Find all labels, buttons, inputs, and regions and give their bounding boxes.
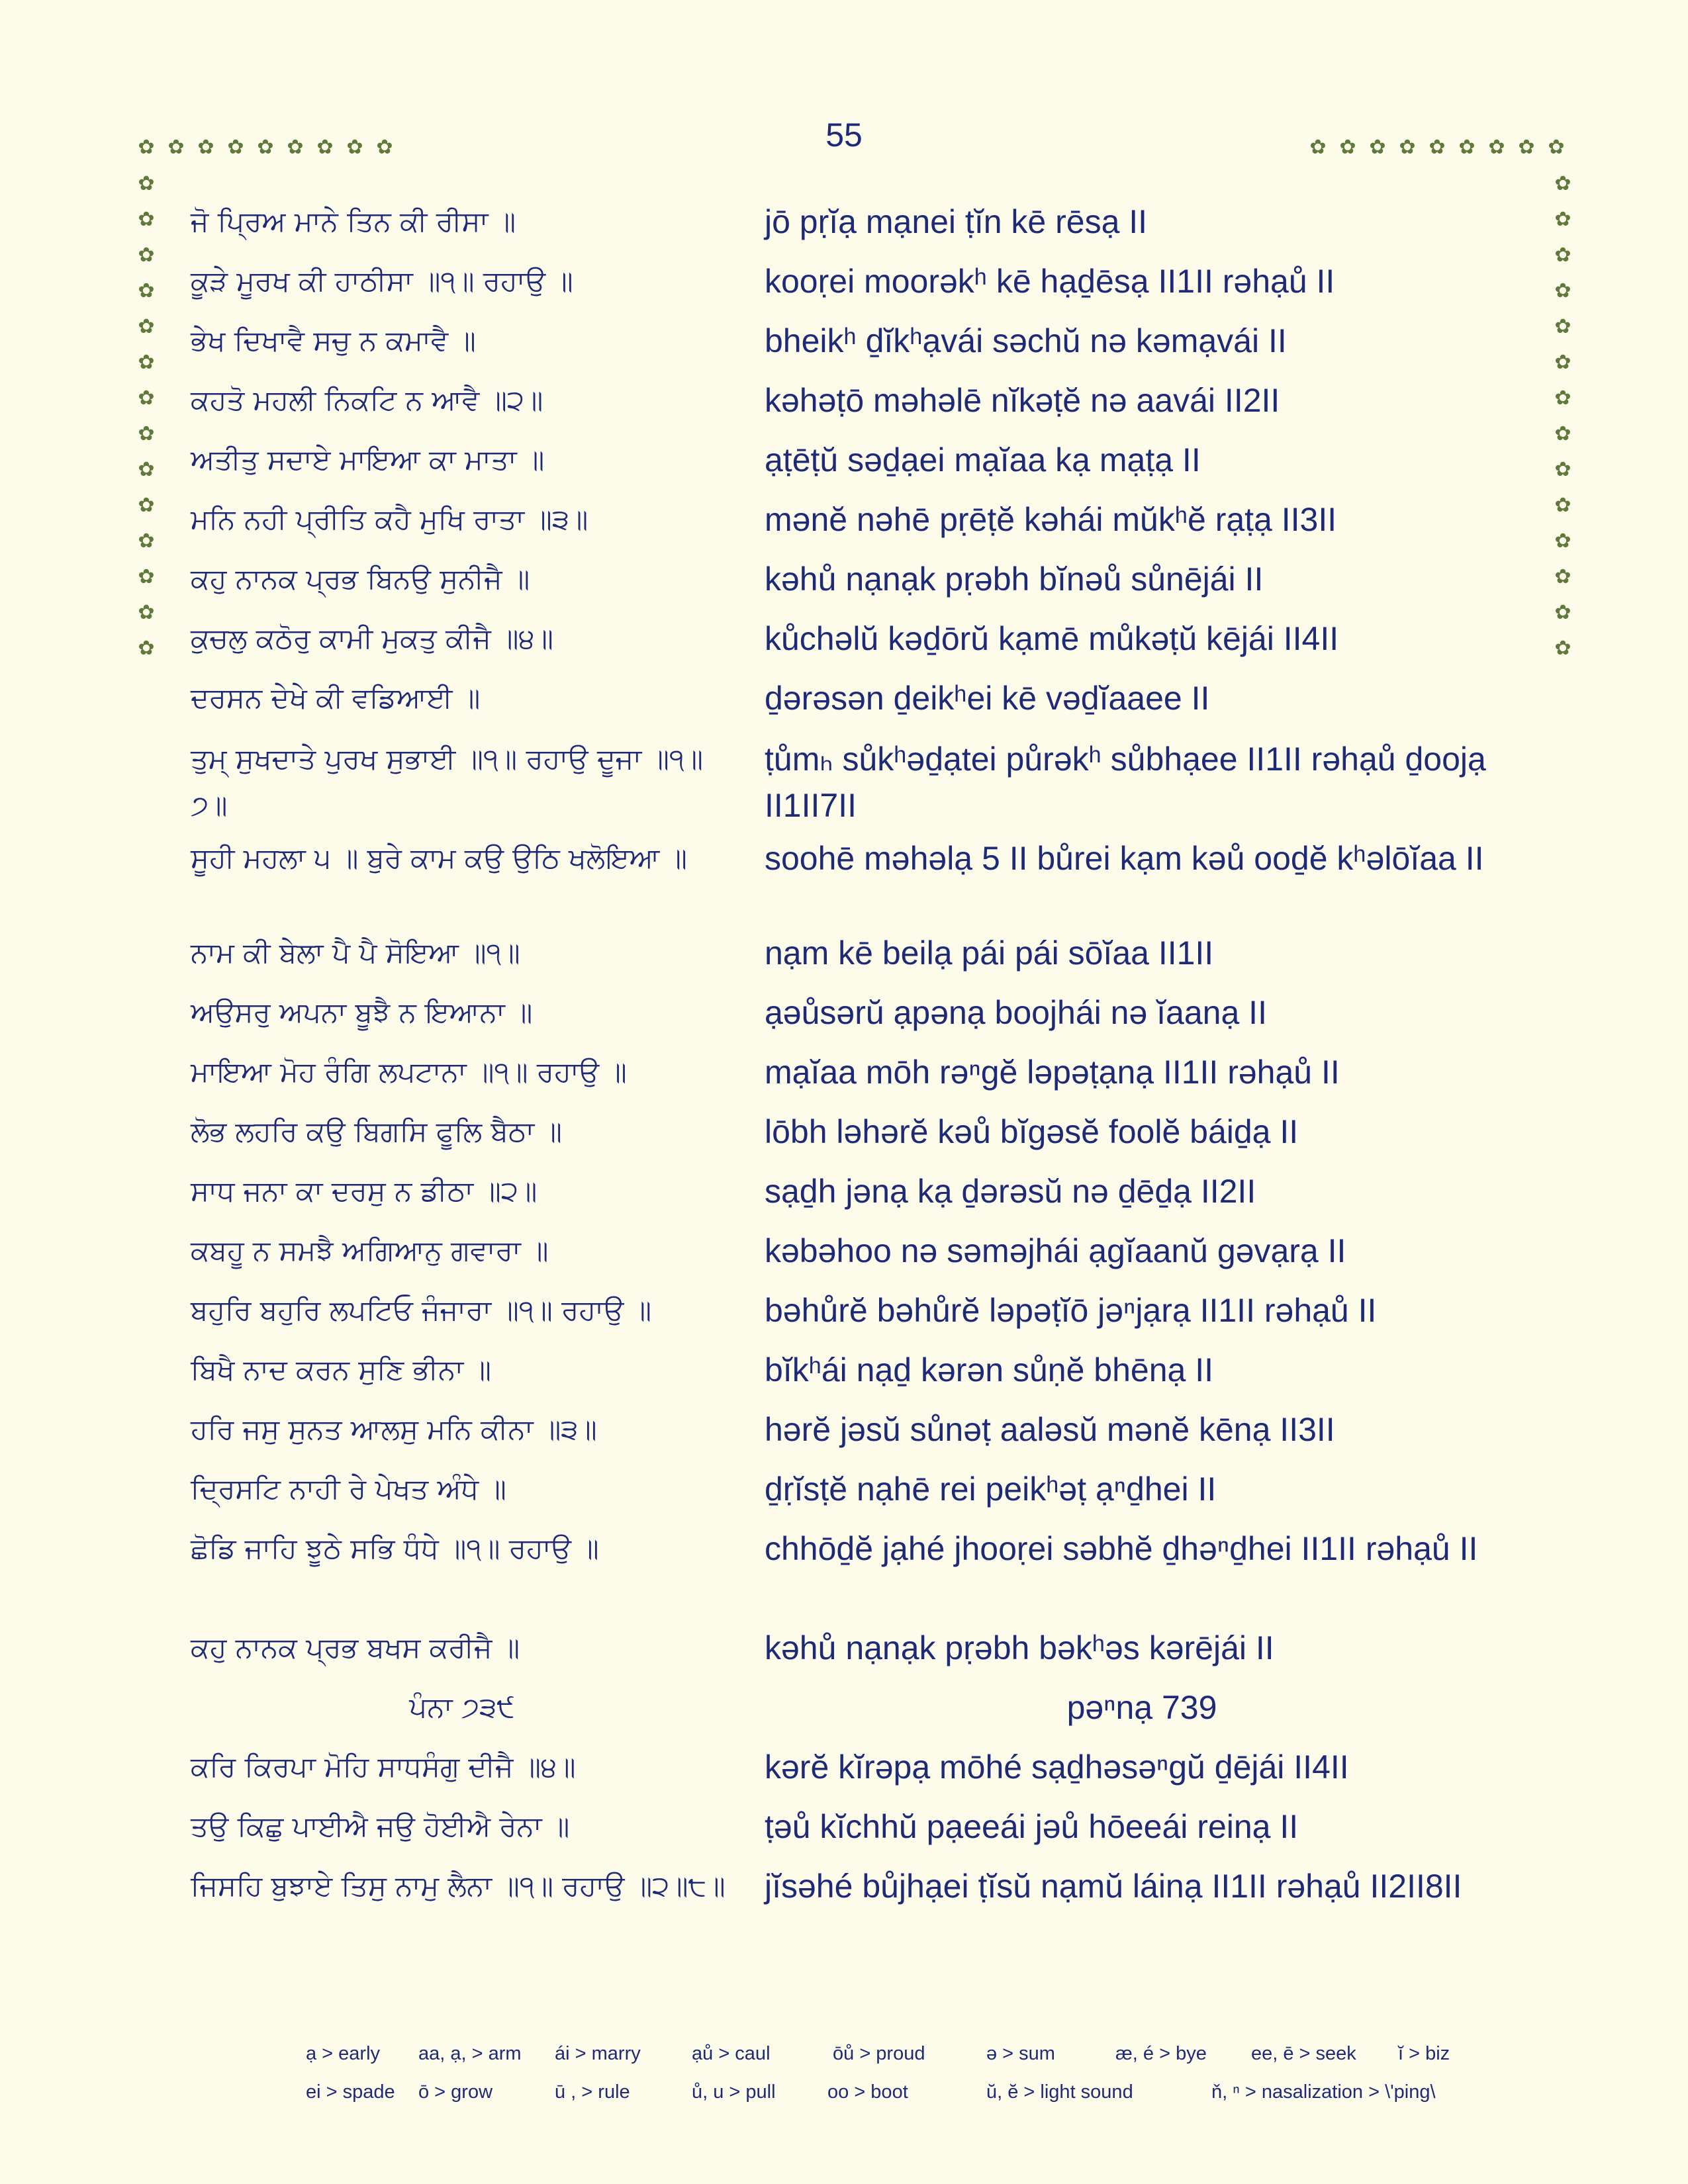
transliteration-text: ṭəů kĭchhŭ pạeeái jəů hōeeái reinạ II — [765, 1808, 1299, 1845]
gurmukhi-text: ਦਰਸਨ ਦੇਖੇ ਕੀ ਵਡਿਆਈ ॥ — [191, 682, 481, 714]
flower-icon: ✿ — [138, 529, 155, 553]
flower-icon: ✿ — [1554, 565, 1571, 588]
flower-icon: ✿ — [1554, 458, 1571, 481]
flower-icon: ✿ — [138, 315, 155, 338]
flower-icon: ✿ — [138, 136, 155, 159]
decorative-border-right — [1552, 173, 1573, 659]
flower-icon: ✿ — [1518, 136, 1535, 159]
transliteration-text: ṭůmₕ sůkʰəḏạtei půrəkʰ sůbhạee II1II rəhạů ḏoojạ II1II7II — [765, 741, 1486, 824]
gurmukhi-text: ਕੂੜੇ ਮੂਰਖ ਕੀ ਹਾਠੀਸਾ ॥੧॥ ਰਹਾਉ ॥ — [191, 265, 573, 297]
legend-row — [0, 2043, 1688, 2070]
decorative-border-left — [136, 173, 157, 659]
flower-icon: ✿ — [1554, 172, 1571, 195]
gurmukhi-text: ਬਹੁਰਿ ਬਹੁਰਿ ਲਪਟਿਓ ਜੰਜਾਰਾ ॥੧॥ ਰਹਾਉ ॥ — [191, 1294, 652, 1326]
page-number: 55 — [825, 116, 863, 154]
flower-icon: ✿ — [316, 136, 334, 159]
flower-icon: ✿ — [1554, 387, 1571, 410]
gurmukhi-text: ਸਾਧ ਜਨਾ ਕਾ ਦਰਸੁ ਨ ਡੀਠਾ ॥੨॥ — [191, 1175, 538, 1207]
transliteration-text: kəbəhoo nə səməjhái ạgĭaanŭ gəvạrạ II — [765, 1232, 1346, 1269]
flower-icon: ✿ — [138, 458, 155, 481]
legend-item: ái > marry — [555, 2043, 641, 2064]
legend-item: oo > boot — [827, 2081, 908, 2103]
flower-icon: ✿ — [138, 565, 155, 588]
gurmukhi-text: ਭੇਖ ਦਿਖਾਵੈ ਸਚੁ ਨ ਕਮਾਵੈ ॥ — [191, 324, 476, 357]
flower-icon: ✿ — [138, 637, 155, 660]
flower-icon: ✿ — [1369, 136, 1386, 159]
flower-icon: ✿ — [1554, 637, 1571, 660]
legend-item: ň, ⁿ > nasalization > \'ping\ — [1211, 2081, 1436, 2103]
flower-icon: ✿ — [1554, 601, 1571, 624]
flower-icon: ✿ — [138, 422, 155, 445]
transliteration-page-marker: pəⁿnạ 739 — [1066, 1689, 1217, 1726]
transliteration-text: hərĕ jəsŭ sůnəṭ aaləsŭ mənĕ kēnạ II3II — [765, 1411, 1335, 1448]
gurmukhi-text: ਅਤੀਤੁ ਸਦਾਏ ਮਾਇਆ ਕਾ ਮਾਤਾ ॥ — [191, 443, 545, 476]
transliteration-text: nạm kē beilạ pái pái sōĭaa II1II — [765, 934, 1214, 972]
gurmukhi-text: ਕਹੁ ਨਾਨਕ ਪ੍ਰਭ ਬਿਨਉ ਸੁਨੀਜੈ ॥ — [191, 563, 530, 595]
flower-icon: ✿ — [1309, 136, 1327, 159]
flower-icon: ✿ — [1429, 136, 1446, 159]
gurmukhi-page-marker: ਪੰਨਾ ੭੩੯ — [409, 1691, 515, 1723]
flower-icon: ✿ — [1488, 136, 1505, 159]
gurmukhi-text: ਜੋ ਪ੍ਰਿਅ ਮਾਨੇ ਤਿਨ ਕੀ ਰੀਸਾ ॥ — [191, 205, 516, 238]
transliteration-text: kəhů nạnạk pṛəbh bĭnəů sůnējái II — [765, 561, 1264, 598]
legend-item: æ, é > bye — [1115, 2043, 1207, 2064]
flower-icon: ✿ — [138, 279, 155, 302]
gurmukhi-text: ਜਿਸਹਿ ਬੁਝਾਏ ਤਿਸੁ ਨਾਮੁ ਲੈਨਾ ॥੧॥ ਰਹਾਉ ॥੨॥੮॥ — [191, 1870, 726, 1902]
legend-item: aa, ạ, > arm — [418, 2043, 522, 2064]
gurmukhi-text: ਕਰਿ ਕਿਰਪਾ ਮੋਹਿ ਸਾਧਸੰਗੁ ਦੀਜੈ ॥੪॥ — [191, 1751, 576, 1783]
flower-icon: ✿ — [1554, 208, 1571, 231]
legend-item: ū , > rule — [555, 2081, 630, 2103]
flower-icon: ✿ — [287, 136, 304, 159]
transliteration-text: mənĕ nəhē pṛēṭĕ kəhái mŭkʰĕ rạṭạ II3II — [765, 501, 1337, 538]
flower-icon: ✿ — [1554, 315, 1571, 338]
transliteration-text: kəhů nạnạk pṛəbh bəkʰəs kərējái II — [765, 1629, 1274, 1666]
flower-icon: ✿ — [138, 387, 155, 410]
gurmukhi-text: ਮਾਇਆ ਮੋਹ ਰੰਗਿ ਲਪਟਾਨਾ ॥੧॥ ਰਹਾਉ ॥ — [191, 1056, 627, 1088]
transliteration-text: kəhəṭō məhəlē nĭkəṭĕ nə aavái II2II — [765, 382, 1280, 419]
flower-icon: ✿ — [138, 494, 155, 517]
transliteration-text: chhōḏĕ jạhé jhooṛei səbhĕ ḏhəⁿḏhei II1II rəhạů II — [765, 1530, 1478, 1567]
gurmukhi-text: ਤਉ ਕਿਛੁ ਪਾਈਐ ਜਉ ਹੋਈਐ ਰੇਨਾ ॥ — [191, 1810, 570, 1843]
gurmukhi-text: ਕੁਚਲੁ ਕਠੋਰੁ ਕਾਮੀ ਮੁਕਤੁ ਕੀਜੈ ॥੪॥ — [191, 622, 553, 655]
gurmukhi-text: ਮਨਿ ਨਹੀ ਪ੍ਰੀਤਿ ਕਹੈ ਮੁਖਿ ਰਾਤਾ ॥੩॥ — [191, 503, 588, 535]
gurmukhi-text: ਤੁਮ੍ ਸੁਖਦਾਤੇ ਪੁਰਖ ਸੁਭਾਈ ॥੧॥ ਰਹਾਉ ਦੂਜਾ ॥੧॥੭॥ — [191, 743, 704, 821]
legend-item: ee, ē > seek — [1251, 2043, 1356, 2064]
transliteration-text: kooṛei moorəkʰ kē hạḏēsạ II1II rəhạů II — [765, 263, 1335, 300]
gurmukhi-text: ਲੋਭ ਲਹਰਿ ਕਉ ਬਿਗਸਿ ਫੂਲਿ ਬੈਠਾ ॥ — [191, 1115, 562, 1148]
legend-item: ạů > caul — [692, 2043, 771, 2064]
flower-icon: ✿ — [1548, 136, 1565, 159]
flower-icon: ✿ — [197, 136, 214, 159]
flower-icon: ✿ — [167, 136, 185, 159]
flower-icon: ✿ — [257, 136, 274, 159]
flower-icon: ✿ — [138, 601, 155, 624]
transliteration-text: lōbh ləhərĕ kəů bĭgəsĕ foolĕ báiḏạ II — [765, 1113, 1299, 1150]
flower-icon: ✿ — [138, 244, 155, 267]
legend-item: ei > spade — [306, 2081, 395, 2103]
flower-icon: ✿ — [1554, 422, 1571, 445]
gurmukhi-text: ਬਿਖੈ ਨਾਦ ਕਰਨ ਸੁਣਿ ਭੀਨਾ ॥ — [191, 1353, 491, 1386]
legend-item: ŭ, ĕ > light sound — [986, 2081, 1133, 2103]
gurmukhi-text: ਸੂਹੀ ਮਹਲਾ ੫ ॥ ਬੁਰੇ ਕਾਮ ਕਉ ਉਠਿ ਖਲੋਇਆ ॥ — [191, 842, 687, 874]
flower-icon: ✿ — [1339, 136, 1356, 159]
flower-icon: ✿ — [1554, 279, 1571, 302]
flower-icon: ✿ — [138, 208, 155, 231]
legend-item: ō > grow — [418, 2081, 493, 2103]
transliteration-text: bəhůrĕ bəhůrĕ ləpəṭĭō jəⁿjạrạ II1II rəhạů II — [765, 1292, 1377, 1329]
transliteration-text: sạḏh jənạ kạ ḏərəsŭ nə ḏēḏạ II2II — [765, 1173, 1256, 1210]
transliteration-text: jĭsəhé bůjhạei ṭĭsŭ nạmŭ láinạ II1II rəhạů II2II8II — [765, 1868, 1462, 1905]
legend-item: ə > sum — [986, 2043, 1055, 2064]
decorative-border-top-right — [1307, 137, 1567, 158]
flower-icon: ✿ — [138, 351, 155, 374]
transliteration-text: ạəůsərŭ ạpənạ boojhái nə ĭaanạ II — [765, 994, 1267, 1031]
decorative-border-top-left — [136, 137, 395, 158]
flower-icon: ✿ — [346, 136, 363, 159]
legend-item: ů, u > pull — [692, 2081, 776, 2103]
gurmukhi-text: ਕਬਹੂ ਨ ਸਮਝੈ ਅਗਿਆਨੁ ਗਵਾਰਾ ॥ — [191, 1234, 549, 1267]
flower-icon: ✿ — [138, 172, 155, 195]
legend-item: ạ > early — [306, 2043, 381, 2064]
gurmukhi-text: ਦ੍ਰਿਸਟਿ ਨਾਹੀ ਰੇ ਪੇਖਤ ਅੰਧੇ ॥ — [191, 1473, 506, 1505]
flower-icon: ✿ — [1458, 136, 1476, 159]
transliteration-text: kərĕ kĭrəpạ mōhé sạḏhəsəⁿgŭ ḏējái II4II — [765, 1749, 1349, 1786]
transliteration-text: bheikʰ ḏĭkʰạvái səchŭ nə kəmạvái II — [765, 322, 1287, 359]
transliteration-text: ḏərəsən ḏeikʰei kē vəḏĭaaee II — [765, 680, 1210, 717]
transliteration-text: kůchəlŭ kəḏōrŭ kạmē můkəṭŭ kējái II4II — [765, 620, 1339, 657]
flower-icon: ✿ — [227, 136, 244, 159]
flower-icon: ✿ — [376, 136, 393, 159]
flower-icon: ✿ — [1554, 351, 1571, 374]
gurmukhi-text: ਅਉਸਰੁ ਅਪਨਾ ਬੂਝੈ ਨ ਇਆਨਾ ॥ — [191, 996, 533, 1028]
legend-row — [0, 2081, 1688, 2108]
flower-icon: ✿ — [1399, 136, 1416, 159]
transliteration-text: mạĭaa mōh rəⁿgĕ ləpəṭạnạ II1II rəhạů II — [765, 1054, 1340, 1091]
transliteration-text: soohē məhəlạ 5 II bůrei kạm kəů ooḏĕ kʰəlōĭaa II — [765, 840, 1484, 877]
gurmukhi-text: ਕਹਤੋ ਮਹਲੀ ਨਿਕਟਿ ਨ ਆਵੈ ॥੨॥ — [191, 384, 543, 416]
gurmukhi-text: ਹਰਿ ਜਸੁ ਸੁਨਤ ਆਲਸੁ ਮਨਿ ਕੀਨਾ ॥੩॥ — [191, 1413, 597, 1445]
transliteration-text: ạṭēṭŭ səḏạei mạĭaa kạ mạṭạ II — [765, 441, 1201, 478]
gurmukhi-text: ਛੋਡਿ ਜਾਹਿ ਝੂਠੇ ਸਭਿ ਧੰਧੇ ॥੧॥ ਰਹਾਉ ॥ — [191, 1532, 599, 1565]
gurmukhi-text: ਨਾਮ ਕੀ ਬੇਲਾ ਪੈ ਪੈ ਸੋਇਆ ॥੧॥ — [191, 936, 520, 969]
transliteration-text: bĭkʰái nạḏ kərən sůṇĕ bhēnạ II — [765, 1351, 1213, 1388]
transliteration-text: ḏṛĭsṭĕ nạhē rei peikʰəṭ ạⁿḏhei II — [765, 1471, 1217, 1508]
gurmukhi-text: ਕਹੁ ਨਾਨਕ ਪ੍ਰਭ ਬਖਸ ਕਰੀਜੈ ॥ — [191, 1631, 520, 1664]
flower-icon: ✿ — [1554, 529, 1571, 553]
flower-icon: ✿ — [1554, 494, 1571, 517]
legend-item: ōů > proud — [833, 2043, 925, 2064]
flower-icon: ✿ — [1554, 244, 1571, 267]
legend-item: ĭ > biz — [1398, 2043, 1450, 2064]
transliteration-text: jō pṛĭạ mạnei ṭĭn kē rēsạ II — [765, 203, 1148, 240]
